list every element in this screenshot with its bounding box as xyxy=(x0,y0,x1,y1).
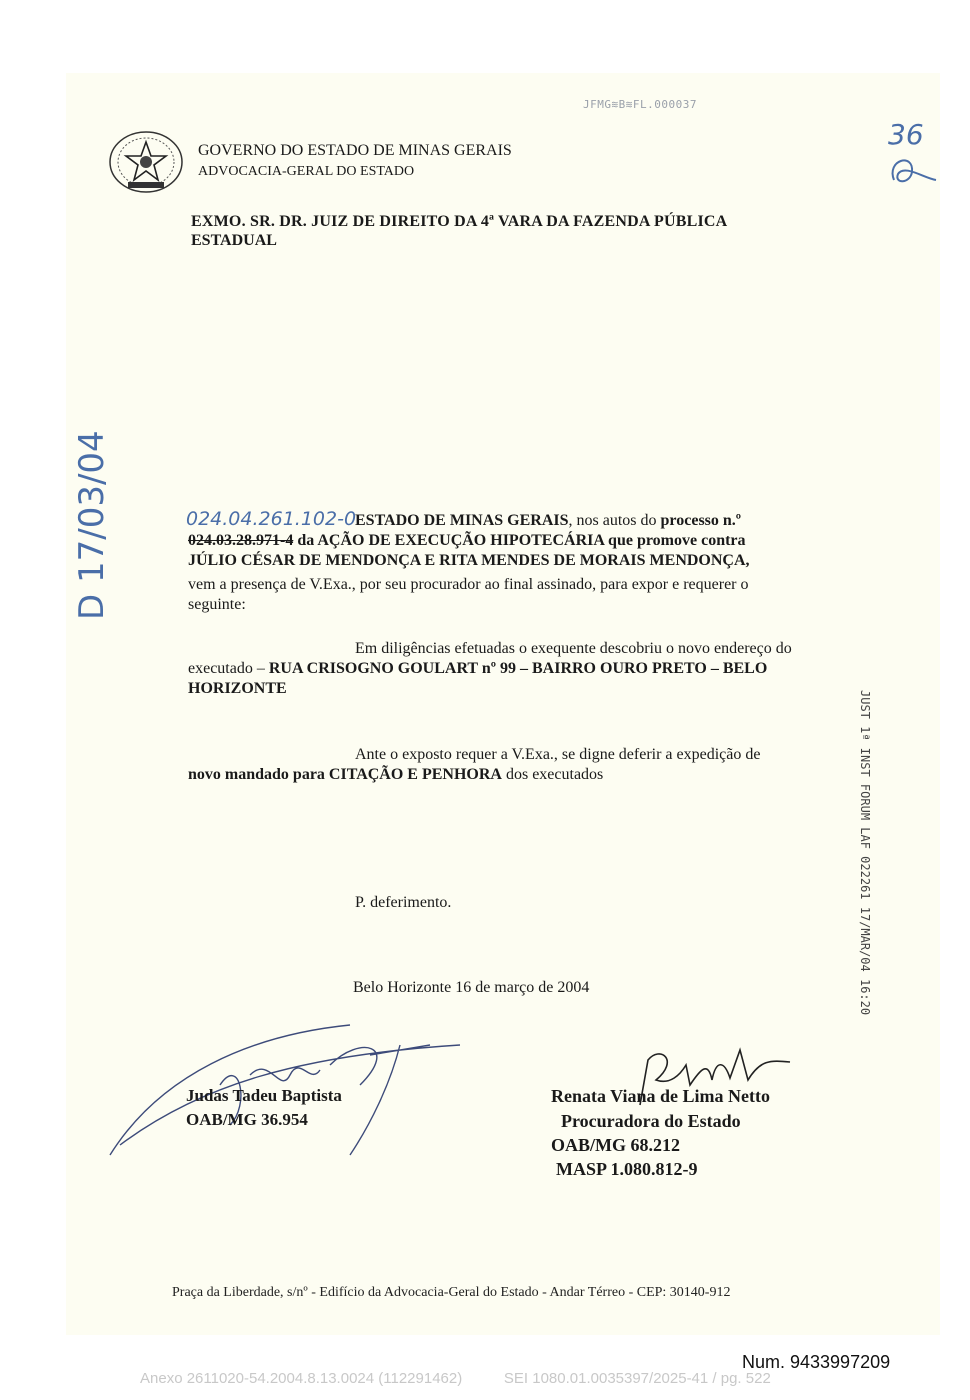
paragraph1-line1: ESTADO DE MINAS GERAIS, nos autos do processo n.º xyxy=(355,512,742,529)
addressee-line1: EXMO. SR. DR. JUIZ DE DIREITO DA 4ª VARA DA FAZENDA PÚBLICA xyxy=(191,213,728,230)
paragraph1-line2: 024.03.28.971-4 da AÇÃO DE EXECUÇÃO HIPOTECÁRIA que promove contra xyxy=(188,532,746,549)
right-signatory-oab: OAB/MG 68.212 xyxy=(551,1135,680,1155)
handwritten-process-number: 024.04.261.102-0 xyxy=(186,508,357,530)
document-number: Num. 9433997209 xyxy=(742,1352,891,1372)
left-signatory-name: Judas Tadeu Baptista xyxy=(186,1086,342,1105)
registry-stamp: JFMG≋B≋FL.000037 xyxy=(583,98,697,111)
left-signatory-oab: OAB/MG 36.954 xyxy=(186,1110,308,1129)
party-name: ESTADO DE MINAS GERAIS xyxy=(355,512,569,529)
coat-of-arms-icon xyxy=(106,130,186,194)
paragraph3-line2: novo mandado para CITAÇÃO E PENHORA dos executados xyxy=(188,766,604,783)
paragraph2-line2: executado – RUA CRISOGNO GOULART nº 99 – BAIRRO OURO PRETO – BELO xyxy=(188,660,768,677)
header-agency: ADVOCACIA-GERAL DO ESTADO xyxy=(198,164,415,179)
request-summary: novo mandado para CITAÇÃO E PENHORA xyxy=(188,766,502,783)
handwritten-margin-date: D 17/03/04 xyxy=(72,430,112,620)
old-process-number: 024.03.28.971-4 xyxy=(188,532,294,549)
action-type: AÇÃO DE EXECUÇÃO HIPOTECÁRIA xyxy=(317,532,605,549)
place-date: Belo Horizonte 16 de março de 2004 xyxy=(353,979,590,996)
handwritten-initial-mark xyxy=(884,150,940,190)
court-receipt-stamp: JUST 1ª INST FORUM LAF 022261 17/MAR/04 16:20 xyxy=(858,690,872,1016)
annex-reference: Anexo 2611020-54.2004.8.13.0024 (112291462) SEI 1080.01.0035397/2025-41 / pg. 522 xyxy=(140,1370,771,1387)
paragraph1-line4: vem a presença de V.Exa., por seu procurador ao final assinado, para expor e requerer o xyxy=(188,576,749,593)
right-signatory-name: Renata Viana de Lima Netto xyxy=(551,1086,770,1106)
handwritten-page-number: 36 xyxy=(888,118,924,151)
footer-address: Praça da Liberdade, s/nº - Edifício da Advocacia-Geral do Estado - Andar Térreo - CEP: 30140-912 xyxy=(172,1285,731,1300)
right-signatory-masp: MASP 1.080.812-9 xyxy=(556,1159,698,1179)
paragraph3-line1: Ante o exposto requer a V.Exa., se digne deferir a expedição de xyxy=(355,746,761,763)
defendants: JÚLIO CÉSAR DE MENDONÇA E RITA MENDES DE MORAIS MENDONÇA, xyxy=(188,552,750,569)
paragraph1-line5: seguinte: xyxy=(188,596,246,613)
paragraph2-line1: Em diligências efetuadas o exequente descobriu o novo endereço do xyxy=(355,640,792,657)
header-government: GOVERNO DO ESTADO DE MINAS GERAIS xyxy=(198,142,512,159)
closing: P. deferimento. xyxy=(355,894,452,911)
new-address: RUA CRISOGNO GOULART nº 99 – BAIRRO OURO PRETO – BELO xyxy=(268,660,768,677)
paragraph2-line3: HORIZONTE xyxy=(188,680,287,697)
addressee-line2: ESTADUAL xyxy=(191,232,277,249)
right-signatory-title: Procuradora do Estado xyxy=(561,1111,741,1131)
